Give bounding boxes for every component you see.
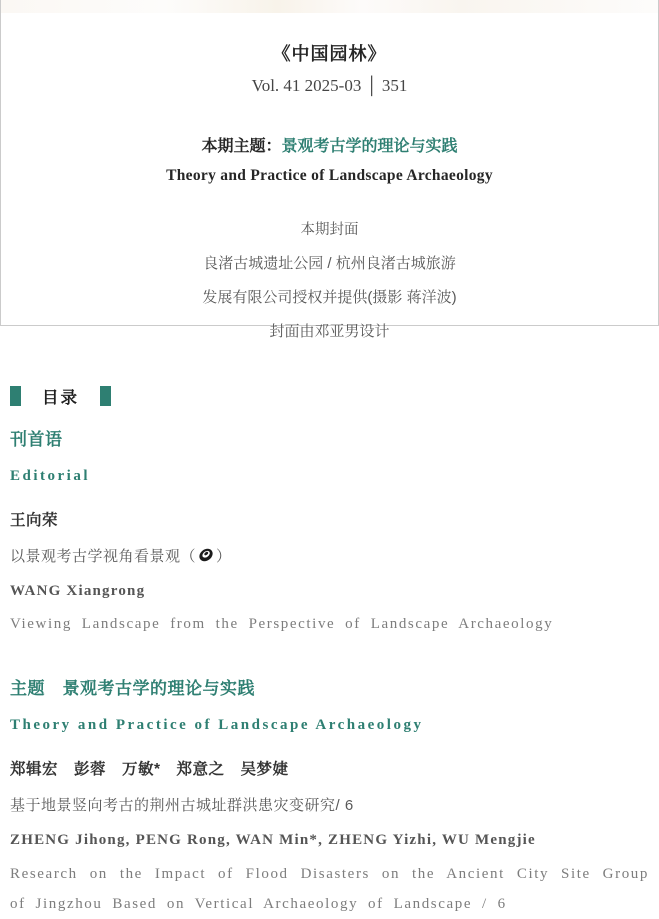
article-title-cn-text: 以景观考古学视角看景观（ [10, 548, 197, 565]
cover-credit-line: 良渚古城遗址公园 / 杭州良渚古城旅游 [203, 255, 456, 272]
article-authors-en: WANG Xiangrong [10, 583, 146, 599]
cover-credit-line: 封面由邓亚男设计 [269, 323, 390, 340]
issue-theme-line [1, 133, 658, 156]
section-title-en: Theory and Practice of Landscape Archaeology [10, 717, 424, 733]
toc-header [10, 384, 649, 408]
article-title-cn [10, 545, 649, 569]
article-title-cn-close: ） [216, 548, 232, 565]
article-authors-cn: 郑辑宏 彭蓉 万敏* 郑意之 吴梦婕 [10, 761, 289, 778]
issue-theme-label: 本期主题： [201, 138, 282, 155]
toc-content [0, 384, 659, 919]
cover-photo-strip [1, 0, 658, 13]
article-entry [10, 759, 649, 919]
issue-theme-title-cn: 景观考古学的理论与实践 [281, 138, 458, 155]
cover-credit-line: 发展有限公司授权并提供(摄影 蒋洋波) [202, 289, 457, 306]
section-title-cn: 主题 景观考古学的理论与实践 [10, 679, 255, 698]
toc-marker-left-square [10, 386, 21, 406]
cover-credit-heading: 本期封面 [300, 222, 359, 238]
article-title-en: Research on the Impact of Flood Disasters on the Ancient City Site Group of Jingzhou Based on Vertical Archaeology of Landscape / 6 [10, 866, 649, 912]
section-title-en: Editorial [10, 468, 91, 484]
section-title-cn: 刊首语 [10, 430, 63, 449]
section-editorial [10, 428, 649, 635]
issue-theme-title-en: Theory and Practice of Landscape Archaeology [166, 167, 493, 184]
toc-heading: 目录 [42, 389, 79, 407]
article-authors-en: ZHENG Jihong, PENG Rong, WAN Min*, ZHENG Yizhi, WU Mengjie [10, 832, 536, 848]
section-theme [10, 677, 649, 919]
article-title-en: Viewing Landscape from the Perspective of Landscape Archaeology [10, 616, 554, 632]
article-authors-cn: 王向荣 [10, 512, 59, 529]
journal-title: 《中国园林》 [272, 44, 387, 64]
article-title-cn: 基于地景竖向考古的荆州古城址群洪患灾变研究/ 6 [10, 797, 354, 814]
link-icon[interactable] [197, 546, 215, 564]
issue-volume-line: Vol. 41 2025-03 │ 351 [251, 76, 408, 95]
toc-marker-right-square [100, 386, 111, 406]
issue-header-box [0, 0, 659, 340]
